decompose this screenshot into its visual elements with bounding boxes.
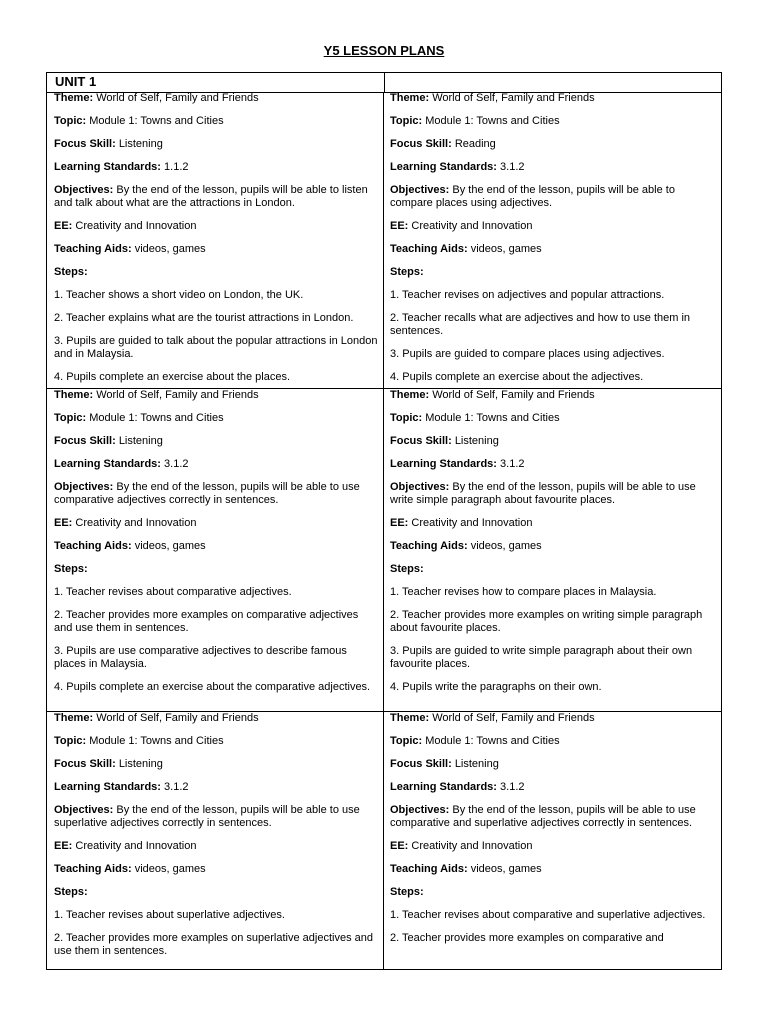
objectives-value: By the end of the lesson, pupils will be able to use comparative adjectives correctly in sentences. [54,481,360,506]
objectives-label: Objectives: [54,184,114,196]
step-item: 2. Teacher provides more examples on writing simple paragraph about favourite places. [390,609,703,634]
ee-line [54,517,379,530]
lesson-row-1 [47,92,721,389]
learning-standards-line [54,781,379,794]
lesson-row-3 [47,712,721,969]
topic-line [390,735,717,748]
steps-label: Steps: [390,886,424,898]
focus-skill-label: Focus Skill: [390,435,452,447]
objectives-line [390,804,717,830]
focus-skill-label: Focus Skill: [54,138,116,150]
ee-line [390,840,717,853]
theme-label: Theme: [390,389,430,401]
objectives-line [54,184,379,210]
lesson-plan-3 [47,389,384,711]
objectives-value: By the end of the lesson, pupils will be able to use superlative adjectives correctly in sentences. [54,804,360,829]
theme-label: Theme: [390,92,430,104]
ee-value: Creativity and Innovation [75,517,197,529]
ee-value: Creativity and Innovation [411,220,533,232]
step-item: 1. Teacher revises how to compare places in Malaysia. [390,586,657,598]
steps-label: Steps: [390,563,424,575]
focus-skill-value: Listening [454,435,499,447]
learning-standards-line [54,161,379,174]
lesson-plan-6 [384,712,721,969]
step-item: 2. Teacher provides more examples on comparative and [390,932,664,944]
teaching-aids-label: Teaching Aids: [390,540,468,552]
objectives-label: Objectives: [54,804,114,816]
topic-label: Topic: [54,735,87,747]
topic-line [54,115,379,128]
theme-label: Theme: [54,712,94,724]
topic-value: Module 1: Towns and Cities [89,735,224,747]
learning-standards-value: 3.1.2 [164,781,189,793]
teaching-aids-value: videos, games [470,863,542,875]
objectives-value: By the end of the lesson, pupils will be able to compare places using adjectives. [390,184,675,209]
ee-label: EE: [54,517,73,529]
topic-label: Topic: [390,412,423,424]
step-item: 3. Pupils are guided to talk about the popular attractions in London and in Malaysia. [54,335,378,360]
lesson-plan-5 [47,712,384,969]
step-item: 1. Teacher revises about comparative adjectives. [54,586,292,598]
focus-skill-line [390,758,717,771]
focus-skill-label: Focus Skill: [390,758,452,770]
objectives-value: By the end of the lesson, pupils will be able to use write simple paragraph about favourite places. [390,481,696,506]
step-item: 1. Teacher revises about superlative adjectives. [54,909,285,921]
teaching-aids-line [54,863,379,876]
teaching-aids-label: Teaching Aids: [54,863,132,875]
topic-value: Module 1: Towns and Cities [89,115,224,127]
teaching-aids-line [390,540,717,553]
ee-line [390,220,717,233]
teaching-aids-value: videos, games [470,243,542,255]
focus-skill-line [54,435,379,448]
learning-standards-line [390,458,717,471]
objectives-label: Objectives: [390,184,450,196]
learning-standards-line [54,458,379,471]
focus-skill-value: Listening [118,435,163,447]
focus-skill-line [390,435,717,448]
focus-skill-label: Focus Skill: [54,435,116,447]
focus-skill-line [54,138,379,151]
step-item: 4. Pupils complete an exercise about the comparative adjectives. [54,681,371,693]
theme-value: World of Self, Family and Friends [432,92,595,104]
step-item: 4. Pupils complete an exercise about the places. [54,371,291,383]
topic-line [390,412,717,425]
topic-label: Topic: [54,115,87,127]
theme-value: World of Self, Family and Friends [96,712,259,724]
step-item: 3. Pupils are guided to compare places using adjectives. [390,348,665,360]
learning-standards-value: 3.1.2 [500,458,525,470]
teaching-aids-value: videos, games [134,243,206,255]
ee-value: Creativity and Innovation [75,220,197,232]
learning-standards-line [390,781,717,794]
theme-label: Theme: [54,92,94,104]
learning-standards-label: Learning Standards: [54,458,161,470]
document-title: Y5 LESSON PLANS [323,43,445,58]
learning-standards-label: Learning Standards: [390,781,497,793]
teaching-aids-label: Teaching Aids: [54,243,132,255]
step-item: 3. Pupils are guided to write simple paragraph about their own favourite places. [390,645,693,670]
teaching-aids-value: videos, games [134,863,206,875]
topic-value: Module 1: Towns and Cities [425,115,560,127]
unit-label: UNIT 1 [55,74,97,89]
learning-standards-label: Learning Standards: [54,781,161,793]
topic-label: Topic: [54,412,87,424]
steps-label: Steps: [54,886,88,898]
theme-value: World of Self, Family and Friends [96,389,259,401]
theme-value: World of Self, Family and Friends [432,389,595,401]
focus-skill-label: Focus Skill: [54,758,116,770]
step-item: 1. Teacher revises about comparative and superlative adjectives. [390,909,706,921]
ee-line [54,220,379,233]
ee-value: Creativity and Innovation [75,840,197,852]
learning-standards-value: 3.1.2 [164,458,189,470]
ee-label: EE: [54,840,73,852]
step-item: 1. Teacher shows a short video on London, the UK. [54,289,304,301]
theme-value: World of Self, Family and Friends [432,712,595,724]
objectives-value: By the end of the lesson, pupils will be able to listen and talk about what are the attractions in London. [54,184,368,209]
unit-header-row [47,73,721,93]
lesson-plan-1 [47,92,384,388]
lesson-row-2 [47,389,721,712]
focus-skill-value: Listening [118,758,163,770]
objectives-line [54,804,379,830]
theme-line [54,712,379,725]
teaching-aids-line [54,243,379,256]
topic-label: Topic: [390,115,423,127]
ee-label: EE: [390,220,409,232]
lesson-plan-2 [384,92,721,388]
topic-line [390,115,717,128]
steps-label: Steps: [54,563,88,575]
objectives-value: By the end of the lesson, pupils will be able to use comparative and superlative adjectives correctly in sentences. [390,804,696,829]
column-divider [384,73,385,92]
topic-line [54,735,379,748]
topic-line [54,412,379,425]
learning-standards-value: 3.1.2 [500,781,525,793]
ee-label: EE: [390,840,409,852]
theme-value: World of Self, Family and Friends [96,92,259,104]
step-item: 2. Teacher explains what are the tourist attractions in London. [54,312,354,324]
teaching-aids-label: Teaching Aids: [390,863,468,875]
theme-line [390,712,717,725]
objectives-label: Objectives: [54,481,114,493]
teaching-aids-line [390,243,717,256]
learning-standards-value: 3.1.2 [500,161,525,173]
focus-skill-value: Reading [454,138,496,150]
teaching-aids-value: videos, games [134,540,206,552]
step-item: 3. Pupils are use comparative adjectives to describe famous places in Malaysia. [54,645,347,670]
focus-skill-value: Listening [454,758,499,770]
lesson-plan-4 [384,389,721,711]
theme-label: Theme: [54,389,94,401]
steps-label: Steps: [390,266,424,278]
topic-value: Module 1: Towns and Cities [425,735,560,747]
teaching-aids-value: videos, games [470,540,542,552]
step-item: 2. Teacher provides more examples on superlative adjectives and use them in sentences. [54,932,373,957]
teaching-aids-label: Teaching Aids: [390,243,468,255]
lesson-plan-table [46,72,722,970]
theme-label: Theme: [390,712,430,724]
ee-line [390,517,717,530]
teaching-aids-line [390,863,717,876]
theme-line [390,92,717,105]
step-item: 1. Teacher revises on adjectives and popular attractions. [390,289,665,301]
objectives-line [390,481,717,507]
focus-skill-value: Listening [118,138,163,150]
steps-label: Steps: [54,266,88,278]
step-item: 4. Pupils complete an exercise about the adjectives. [390,371,644,383]
focus-skill-line [390,138,717,151]
step-item: 2. Teacher provides more examples on comparative adjectives and use them in sentences. [54,609,359,634]
focus-skill-label: Focus Skill: [390,138,452,150]
learning-standards-line [390,161,717,174]
ee-line [54,840,379,853]
ee-value: Creativity and Innovation [411,840,533,852]
theme-line [54,389,379,402]
learning-standards-value: 1.1.2 [164,161,189,173]
teaching-aids-line [54,540,379,553]
objectives-label: Objectives: [390,481,450,493]
learning-standards-label: Learning Standards: [54,161,161,173]
learning-standards-label: Learning Standards: [390,161,497,173]
ee-value: Creativity and Innovation [411,517,533,529]
topic-value: Module 1: Towns and Cities [425,412,560,424]
theme-line [54,92,379,105]
teaching-aids-label: Teaching Aids: [54,540,132,552]
step-item: 4. Pupils write the paragraphs on their own. [390,681,602,693]
topic-label: Topic: [390,735,423,747]
theme-line [390,389,717,402]
learning-standards-label: Learning Standards: [390,458,497,470]
objectives-label: Objectives: [390,804,450,816]
focus-skill-line [54,758,379,771]
objectives-line [54,481,379,507]
ee-label: EE: [390,517,409,529]
step-item: 2. Teacher recalls what are adjectives and how to use them in sentences. [390,312,691,337]
topic-value: Module 1: Towns and Cities [89,412,224,424]
objectives-line [390,184,717,210]
ee-label: EE: [54,220,73,232]
